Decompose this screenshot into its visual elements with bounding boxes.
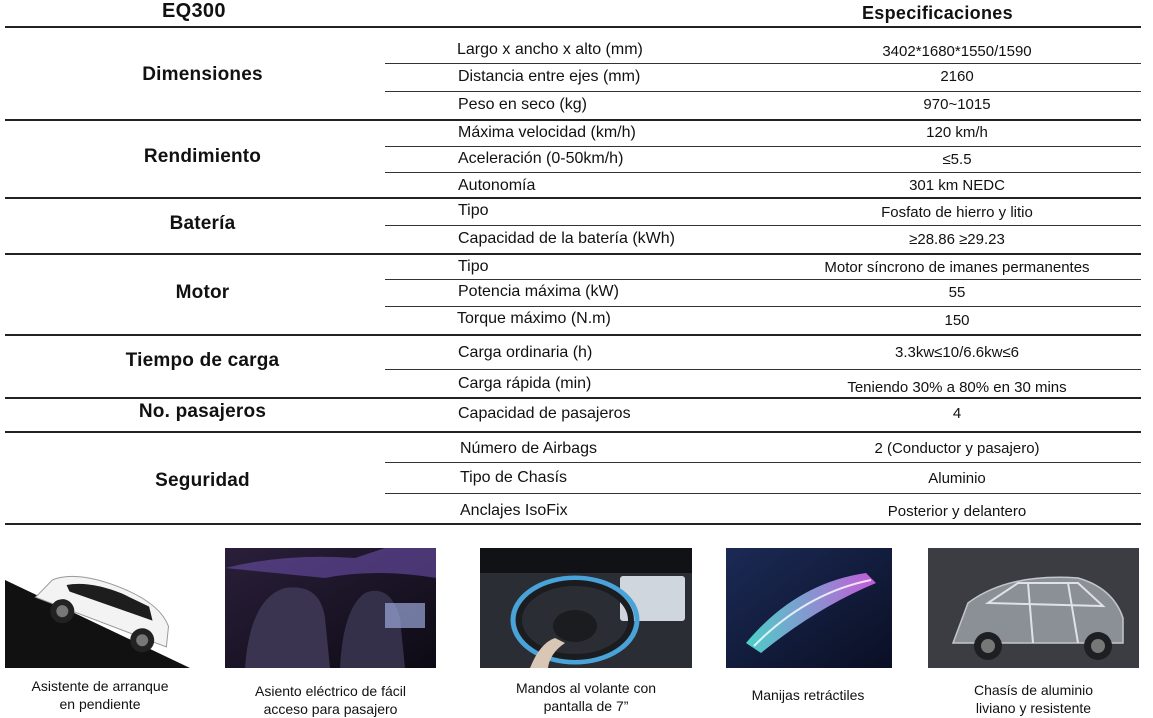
row-divider [385, 146, 1141, 147]
spec-label: Autonomía [458, 177, 536, 194]
section-divider [5, 119, 1141, 121]
spec-value: 150 [944, 312, 970, 329]
row-divider [385, 462, 1141, 463]
spec-value: 2160 [940, 68, 974, 85]
section-divider [5, 253, 1141, 255]
spec-label: Peso en seco (kg) [458, 96, 587, 113]
category-no-pasajeros: No. pasajeros [138, 401, 267, 422]
spec-value: 2 (Conductor y pasajero) [874, 440, 1040, 457]
steering-controls-image [480, 548, 692, 668]
row-divider [385, 279, 1141, 280]
spec-label: Tipo [458, 202, 489, 219]
spec-value: 301 km NEDC [909, 177, 1005, 194]
spec-value: 55 [948, 284, 966, 301]
spec-label: Anclajes IsoFix [460, 502, 568, 519]
category-dimensiones: Dimensiones [142, 64, 263, 85]
spec-label: Distancia entre ejes (mm) [458, 68, 641, 85]
spec-value: Aluminio [928, 470, 986, 487]
row-divider [385, 172, 1141, 173]
spec-label: Capacidad de pasajeros [458, 405, 631, 422]
spec-label: Aceleración (0-50km/h) [458, 150, 624, 167]
section-divider [5, 334, 1141, 336]
category-bateria: Batería [169, 213, 236, 234]
spec-value: 3.3kw≤10/6.6kw≤6 [894, 344, 1020, 361]
row-divider [385, 91, 1141, 92]
header-divider [5, 26, 1141, 28]
spec-value: Teniendo 30% a 80% en 30 mins [847, 379, 1067, 396]
row-divider [385, 369, 1141, 370]
section-divider [5, 397, 1141, 399]
feature-caption: Asiento eléctrico de fácil acceso para pasajero [255, 683, 406, 717]
spec-title: Especificaciones [862, 3, 1013, 23]
category-motor: Motor [175, 282, 230, 303]
retractable-handles-image [726, 548, 892, 668]
feature-caption: Asistente de arranque en pendiente [31, 678, 169, 712]
row-divider [385, 493, 1141, 494]
spec-value: Posterior y delantero [887, 503, 1027, 520]
power-seat-image [225, 548, 436, 668]
hill-start-assist-image [5, 540, 190, 668]
section-divider [5, 431, 1141, 433]
spec-label: Capacidad de la batería (kWh) [458, 230, 675, 247]
spec-label: Tipo de Chasís [460, 469, 568, 486]
category-tiempo-de-carga: Tiempo de carga [125, 350, 280, 371]
spec-value: ≥28.86 ≥29.23 [909, 231, 1005, 248]
category-rendimiento: Rendimiento [143, 146, 262, 167]
spec-value: Fosfato de hierro y litio [881, 204, 1033, 221]
spec-value: 970~1015 [923, 96, 991, 113]
spec-value: 3402*1680*1550/1590 [882, 43, 1032, 60]
row-divider [385, 225, 1141, 226]
feature-caption: Chasís de aluminio liviano y resistente [973, 682, 1094, 716]
feature-caption: Manijas retráctiles [751, 687, 865, 703]
aluminum-chassis-image [928, 548, 1139, 668]
section-divider [5, 197, 1141, 199]
spec-value: Motor síncrono de imanes permanentes [824, 259, 1090, 276]
spec-label: Torque máximo (N.m) [457, 310, 611, 327]
spec-value: 120 km/h [926, 124, 988, 141]
table-bottom-border [5, 523, 1141, 525]
category-seguridad: Seguridad [155, 470, 250, 491]
spec-label: Tipo [458, 258, 489, 275]
spec-label: Máxima velocidad (km/h) [458, 124, 636, 141]
spec-label: Número de Airbags [460, 440, 597, 457]
row-divider [385, 306, 1141, 307]
spec-label: Carga rápida (min) [458, 375, 592, 392]
feature-caption: Mandos al volante con pantalla de 7” [515, 680, 657, 714]
model-title: EQ300 [162, 0, 226, 22]
spec-value: ≤5.5 [942, 151, 972, 168]
spec-label: Carga ordinaria (h) [458, 344, 593, 361]
row-divider [385, 63, 1141, 64]
spec-value: 4 [952, 405, 962, 422]
spec-label: Largo x ancho x alto (mm) [457, 41, 643, 58]
spec-label: Potencia máxima (kW) [458, 283, 619, 300]
